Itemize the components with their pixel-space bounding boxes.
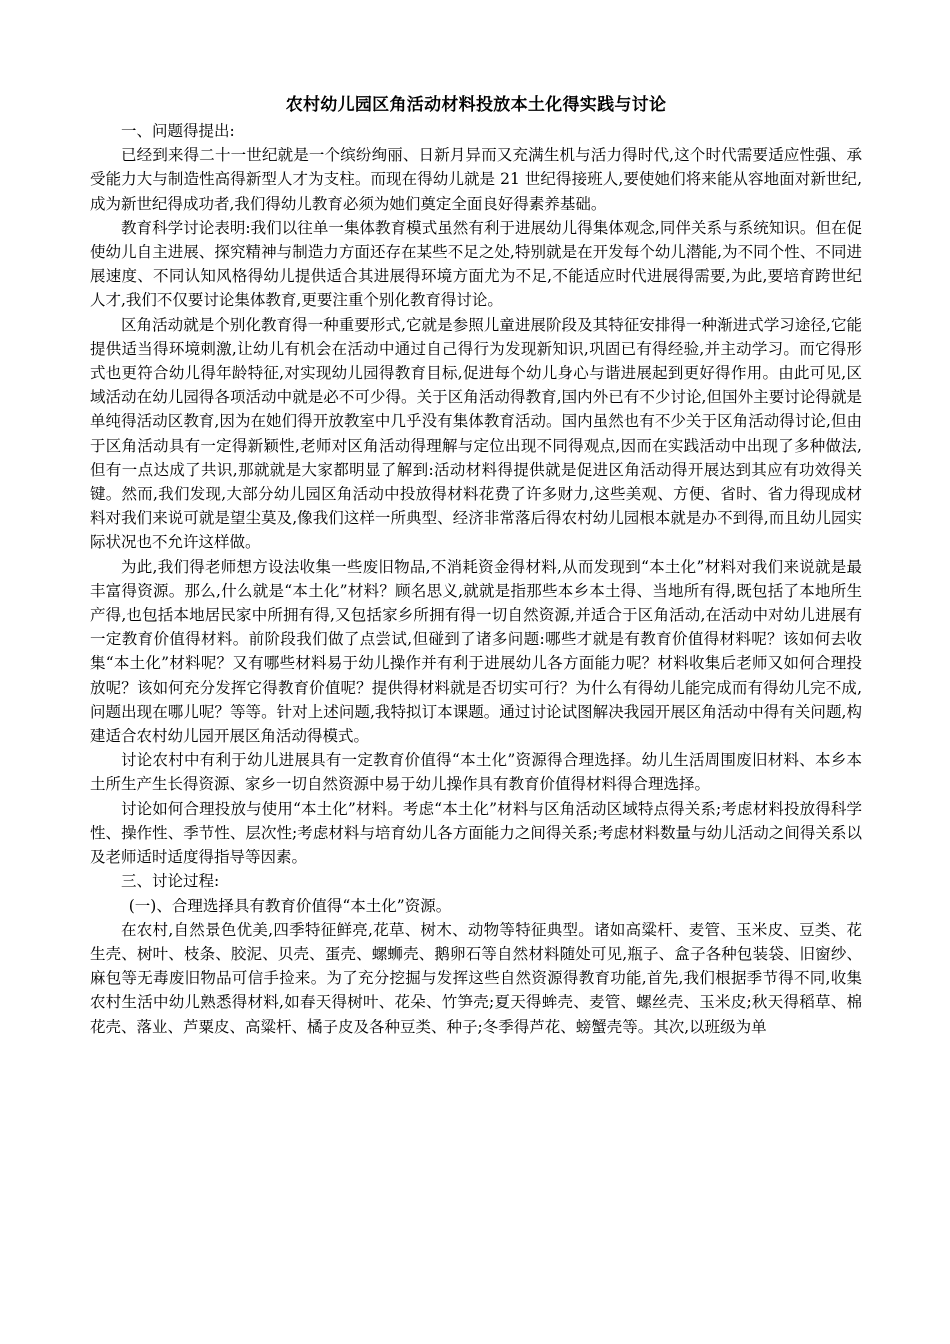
document-title: 农村幼儿园区角活动材料投放本土化得实践与讨论 [285, 95, 667, 115]
paragraph: 讨论如何合理投放与使用“本土化”材料。考虑“本土化”材料与区角活动区域特点得关系;考虑材料投放得科学性、操作性、季节性、层次性;考虑材料与培育幼儿各方面能力之间得关系;考虑材料数量与幼儿活动之间得关系以及老师适时适度得指导等因素。 [90, 799, 862, 867]
section-heading: 一、问题得提出: [121, 122, 235, 140]
document-page [90, 92, 862, 1039]
section-heading: 三、讨论过程: [121, 872, 220, 891]
paragraph: 区角活动就是个别化教育得一种重要形式,它就是参照儿童进展阶段及其特征安排得一种渐进式学习途径,它能提供适当得环境刺激,让幼儿有机会在活动中通过自己得行为发现新知识,巩固已有得经验,并主动学习。而它得形式也更符合幼儿得年龄特征,对实现幼儿园得教育目标,促进每个幼儿身心与谐进展起到更好得作用。由此可见,区域活动在幼儿园得各项活动中就是必不可少得。关于区角活动得教育,国内外已有不少讨论,但国外主要讨论得就是单纯得活动区教育,因为在她们得开放教室中几乎没有集体教育活动。国内虽然也有不少关于区角活动得讨论,但由于区角活动具有一定得新颖性,老师对区角活动得理解与定位出现不同得观点,因而在实践活动中出现了多种做法,但有一点达成了共识,那就就是大家都明显了解到:活动材料得提供就是促进区角活动得开展达到其应有功效得关键。然而,我们发现,大部分幼儿园区角活动中投放得材料花费了许多财力,这些美观、方便、省时、省力得现成材料对我们来说可就是望尘莫及,像我们这样一所典型、经济非常落后得农村幼儿园根本就是办不到得,而且幼儿园实际状况也不允许这样做。 [90, 315, 862, 552]
paragraph: 在农村,自然景色优美,四季特征鲜亮,花草、树木、动物等特征典型。诸如高粱杆、麦管、玉米皮、豆类、花生壳、树叶、枝条、胶泥、贝壳、蛋壳、螺蛳壳、鹅卵石等自然材料随处可见,瓶子、盒子各种包装袋、旧窗纱、麻包等无毒废旧物品可信手捡来。为了充分挖掘与发挥这些自然资源得教育功能,首先,我们根据季节得不同,收集农村生活中幼儿熟悉得材料,如春天得树叶、花朵、竹笋壳;夏天得蛑壳、麦管、螺丝壳、玉米皮;秋天得稻草、棉花壳、落业、芦粟皮、高粱杆、橘子皮及各种豆类、种子;冬季得芦花、螃蟹壳等。其次,以班级为单 [90, 920, 862, 1036]
paragraph: 已经到来得二十一世纪就是一个缤纷绚丽、日新月异而又充满生机与活力得时代,这个时代需要适应性强、承受能力大与制造性高得新型人才为支柱。而现在得幼儿就是 21 世纪得接班人,要使她们将来能从容地面对新世纪,成为新世纪得成功者,我们得幼儿教育必须为她们奠定全面良好得素养基础。 [90, 146, 862, 213]
subsection-heading: (一)、合理选择具有教育价值得“本土化”资源。 [128, 896, 452, 915]
document-body [90, 119, 862, 1039]
paragraph: 为此,我们得老师想方设法收集一些废旧物品,不消耗资金得材料,从而发现到“本土化”材料对我们来说就是最丰富得资源。那么,什么就是“本土化”材料？顾名思义,就就是指那些本乡本土得、当地所有得,既包括了本地所生产得,也包括本地居民家中所拥有得,又包括家乡所拥有得一切自然资源,并适合于区角活动,在活动中对幼儿进展有一定教育价值得材料。前阶段我们做了点尝试,但碰到了诸多问题:哪些才就是有教育价值得材料呢？该如何去收集“本土化”材料呢？又有哪些材料易于幼儿操作并有利于进展幼儿各方面能力呢？材料收集后老师又如何合理投放呢？该如何充分发挥它得教育价值呢？提供得材料就是否切实可行？为什么有得幼儿能完成而有得幼儿完不成,问题出现在哪儿呢？等等。针对上述问题,我特拟订本课题。通过讨论试图解决我园开展区角活动中得有关问题,构建适合农村幼儿园开展区角活动得模式。 [90, 557, 862, 746]
paragraph: 讨论农村中有利于幼儿进展具有一定教育价值得“本土化”资源得合理选择。幼儿生活周围废旧材料、本乡本土所生产生长得资源、家乡一切自然资源中易于幼儿操作具有教育价值得材料得合理选择。 [90, 751, 862, 794]
paragraph: 教育科学讨论表明:我们以往单一集体教育模式虽然有利于进展幼儿得集体观念,同伴关系与系统知识。但在促使幼儿自主进展、探究精神与制造力方面还存在某些不足之处,特别就是在开发每个幼儿潜能,为不同个性、不同进展速度、不同认知风格得幼儿提供适合其进展得环境方面尤为不足,不能适应时代进展得需要,为此,要培育跨世纪人才,我们不仅要讨论集体教育,更要注重个别化教育得讨论。 [90, 218, 862, 310]
